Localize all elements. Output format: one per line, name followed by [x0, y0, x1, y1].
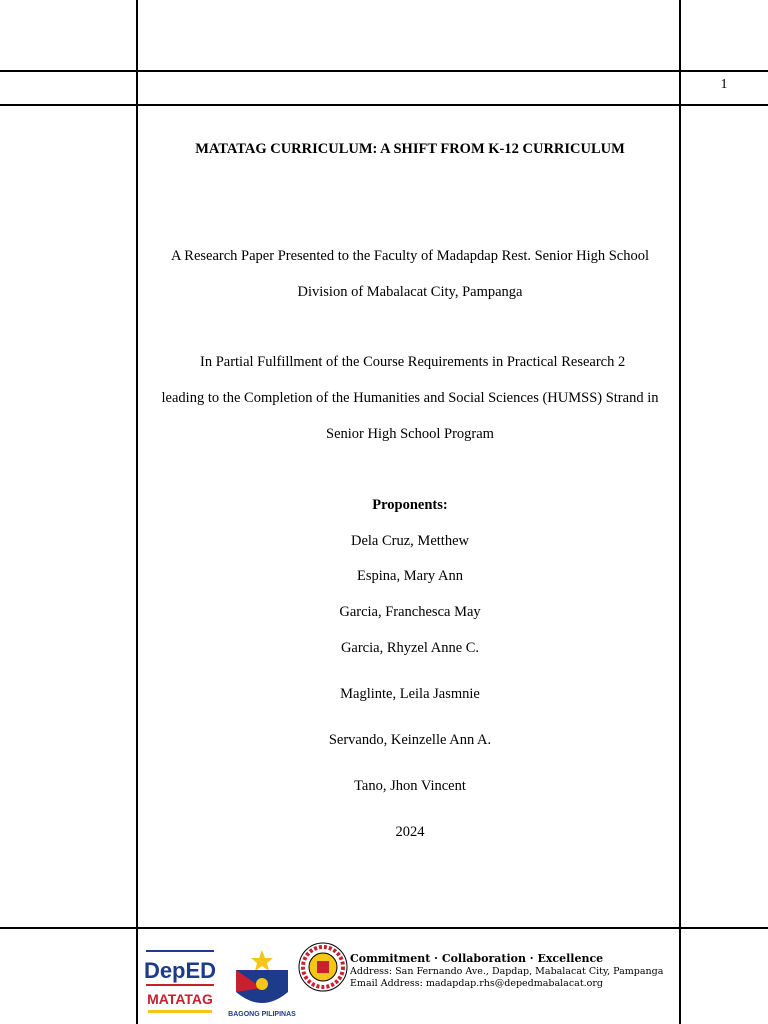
proponent-name: Servando, Keinzelle Ann A.: [328, 732, 492, 748]
proponent-name: Espina, Mary Ann: [357, 568, 463, 584]
page-number: 1: [720, 77, 728, 92]
matatag-logo-text: MATATAG: [147, 991, 213, 1007]
school-seal-logo: [298, 942, 348, 992]
proponent-name: Dela Cruz, Metthew: [351, 533, 469, 549]
header-top-line: [0, 70, 768, 72]
fulfillment-line-3: Senior High School Program: [326, 426, 494, 442]
fulfillment-line-1: In Partial Fulfillment of the Course Requirements in Practical Research 2: [200, 354, 626, 370]
footer-email: Email Address: madapdap.rhs@depedmabalacat.org: [350, 978, 604, 989]
footer-contact: [350, 966, 663, 990]
fulfillment-line-2: leading to the Completion of the Humanities and Social Sciences (HUMSS) Strand in: [161, 390, 659, 406]
proponent-name: Garcia, Franchesca May: [339, 604, 481, 620]
presentation-line-1: A Research Paper Presented to the Faculty of Madapdap Rest. Senior High School: [171, 248, 649, 264]
footer-top-line: [0, 927, 768, 929]
year: 2024: [395, 824, 425, 840]
proponents-heading: Proponents:: [372, 497, 448, 513]
paper-title: MATATAG CURRICULUM: A SHIFT FROM K-12 CURRICULUM: [195, 141, 625, 157]
bagong-pilipinas-text: BAGONG PILIPINAS: [228, 1011, 296, 1018]
proponent-name: Maglinte, Leila Jasmnie: [340, 686, 480, 702]
deped-matatag-logo: [144, 950, 216, 1018]
proponent-name: Tano, Jhon Vincent: [354, 778, 466, 794]
footer-address: Address: San Fernando Ave., Dapdap, Mabalacat City, Pampanga: [350, 966, 664, 977]
proponent-name: Garcia, Rhyzel Anne C.: [340, 640, 480, 656]
header-bottom-line: [0, 104, 768, 106]
footer-motto: Commitment · Collaboration · Excellence: [350, 952, 604, 965]
presentation-line-2: Division of Mabalacat City, Pampanga: [297, 284, 523, 300]
deped-logo-text: DepED: [144, 958, 216, 983]
left-margin-line: [136, 0, 138, 1024]
bagong-pilipinas-logo: [228, 948, 296, 1018]
